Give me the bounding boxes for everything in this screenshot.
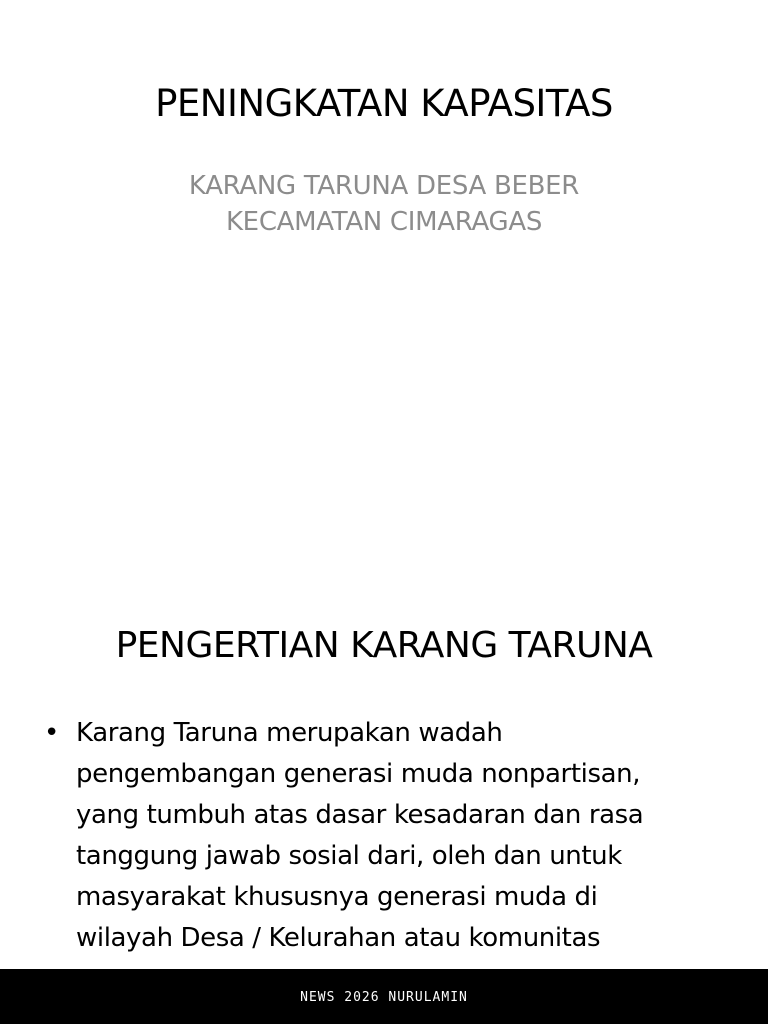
slide-2-body [44, 713, 734, 959]
slide-2-title: PENGERTIAN KARANG TARUNA [115, 625, 653, 666]
bullet-icon: • [44, 718, 60, 748]
slide-2 [0, 590, 768, 1024]
bullet-item [44, 713, 734, 959]
bullet-line: pengembangan generasi muda nonpartisan, [76, 759, 641, 789]
bullet-line: wilayah Desa / Kelurahan atau komunitas [76, 923, 601, 953]
subtitle-line: KARANG TARUNA DESA BEBER [188, 171, 580, 201]
slide-1-title: PENINGKATAN KAPASITAS [155, 82, 613, 125]
bullet-line: tanggung jawab sosial dari, oleh dan untuk [76, 841, 622, 871]
slide-1-subtitle [0, 168, 768, 240]
footer-text: NEWS 2026 NURULAMIN [300, 990, 468, 1005]
bullet-line: yang tumbuh atas dasar kesadaran dan rasa [76, 800, 644, 830]
bullet-line: masyarakat khususnya generasi muda di [76, 882, 598, 912]
footer-bar [0, 969, 768, 1024]
bullet-line: Karang Taruna merupakan wadah [76, 718, 503, 748]
subtitle-line: KECAMATAN CIMARAGAS [225, 207, 543, 237]
